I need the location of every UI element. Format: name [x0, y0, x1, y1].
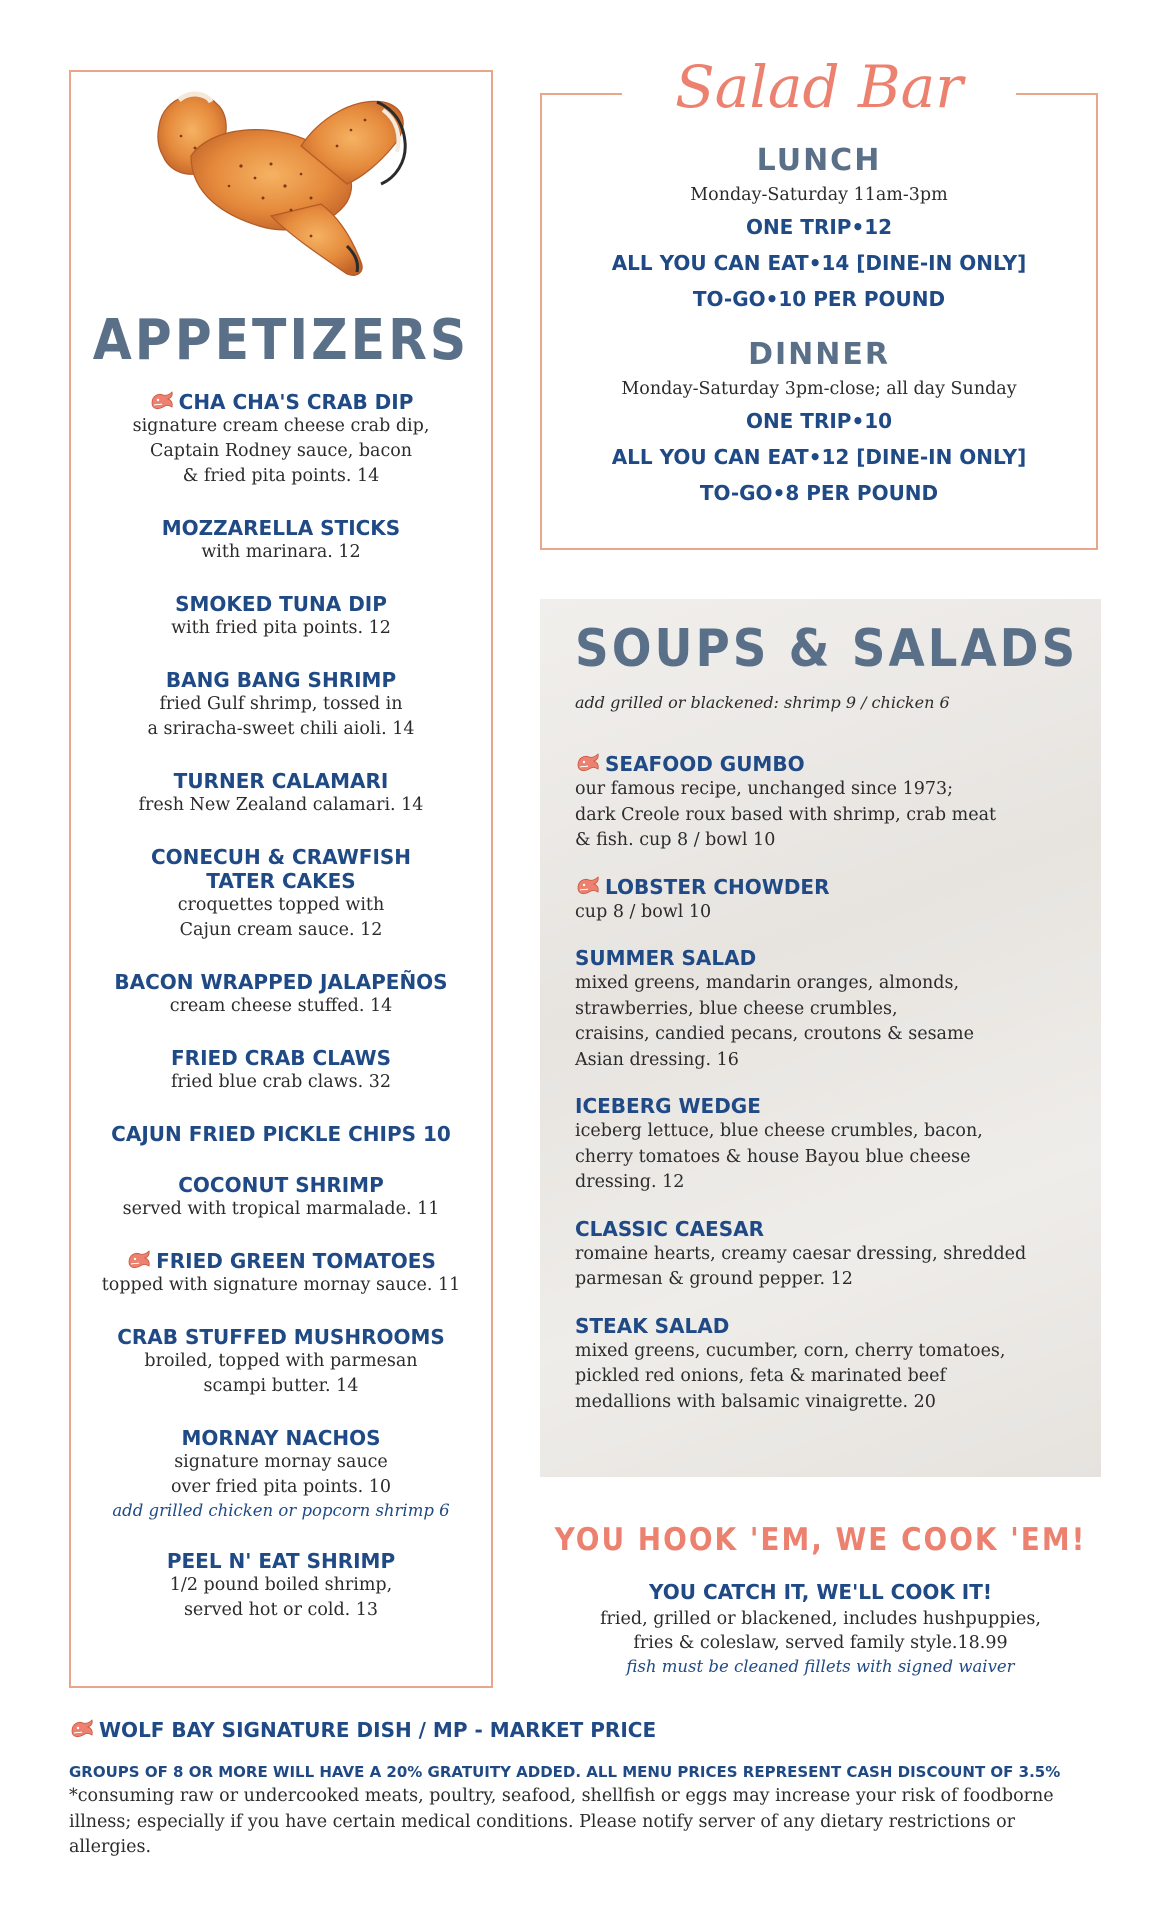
appetizer-description: broiled, topped with parmesan scampi butter. 14: [144, 1351, 418, 1396]
hook-em-title: YOU HOOK 'EM, WE COOK 'EM!: [554, 1522, 1087, 1558]
appetizer-item: [71, 592, 491, 641]
consumer-warning: *consuming raw or undercooked meats, poultry, seafood, shellfish or eggs may increase your risk of foodborne illness; especially if you have certain medical conditions. Please notify server of any dietary restrictions or allergies.: [69, 1786, 1054, 1857]
appetizer-name-text: CAJUN FRIED PICKLE CHIPS 10: [111, 1122, 451, 1146]
appetizer-description: croquettes topped with Cajun cream sauce. 12: [177, 895, 385, 940]
appetizer-name: [71, 1046, 491, 1070]
hook-em-description: fried, grilled or blackened, includes hushpuppies, fries & coleslaw, served family style.18.99: [600, 1609, 1041, 1653]
signature-dish-icon: [149, 391, 175, 411]
soup-salad-description: mixed greens, cucumber, corn, cherry tomatoes, pickled red onions, feta & marinated beef medallions with balsamic vinaigrette. 20: [575, 1340, 1006, 1412]
appetizer-name: [71, 592, 491, 616]
soup-salad-description: iceberg lettuce, blue cheese crumbles, bacon, cherry tomatoes & house Bayou blue cheese dressing. 12: [575, 1121, 983, 1192]
appetizer-description: topped with signature mornay sauce. 11: [101, 1275, 461, 1295]
appetizer-description: fried Gulf shrimp, tossed in a sriracha-sweet chili aioli. 14: [147, 694, 415, 739]
appetizer-description: signature mornay sauce over fried pita points. 10: [170, 1452, 392, 1497]
soup-salad-name: [575, 874, 1085, 900]
appetizer-name: [71, 970, 491, 994]
appetizer-addon-note: add grilled chicken or popcorn shrimp 6: [112, 1501, 450, 1520]
appetizer-name-text: PEEL N' EAT SHRIMP: [166, 1549, 396, 1573]
soups-salads-panel: [540, 599, 1101, 1477]
lunch-hours: Monday-Saturday 11am-3pm: [690, 185, 948, 205]
appetizer-name-text: CHA CHA'S CRAB DIP: [178, 390, 414, 414]
soups-salads-addon-note: add grilled or blackened: shrimp 9 / chicken 6: [575, 693, 950, 712]
appetizer-description: fresh New Zealand calamari. 14: [138, 795, 424, 815]
hook-em-note: fish must be cleaned fillets with signed waiver: [626, 1657, 1015, 1676]
gratuity-note: GROUPS OF 8 OR MORE WILL HAVE A 20% GRATUITY ADDED. ALL MENU PRICES REPRESENT CASH DISCOUNT OF 3.5%: [69, 1763, 1061, 1781]
signature-dish-icon: [575, 753, 601, 773]
appetizer-item: [71, 1173, 491, 1222]
appetizer-item: [71, 845, 491, 943]
appetizer-list: [71, 390, 491, 1650]
soup-salad-name-text: LOBSTER CHOWDER: [605, 874, 830, 899]
soup-salad-description: mixed greens, mandarin oranges, almonds, strawberries, blue cheese crumbles, craisins, candied pecans, croutons & sesame Asian dressing. 16: [575, 973, 974, 1070]
appetizer-description: cream cheese stuffed. 14: [169, 996, 393, 1016]
appetizer-item: [71, 1122, 491, 1146]
hook-em-subtitle: YOU CATCH IT, WE'LL COOK IT!: [648, 1580, 993, 1604]
soup-salad-name: [575, 945, 1085, 971]
appetizer-name: [71, 1426, 491, 1450]
appetizer-name: [71, 769, 491, 793]
appetizer-name: [71, 1325, 491, 1349]
appetizer-name: [71, 1173, 491, 1197]
appetizer-description: signature cream cheese crab dip, Captain Rodney sauce, bacon & fried pita points. 14: [132, 416, 430, 486]
appetizer-name: [71, 668, 491, 692]
soup-salad-item: [575, 945, 1085, 1073]
appetizer-item: [71, 516, 491, 565]
dinner-heading: DINNER: [748, 337, 890, 372]
appetizer-item: [71, 668, 491, 742]
soup-salad-name-text: CLASSIC CAESAR: [575, 1216, 764, 1241]
appetizer-description: with marinara. 12: [201, 542, 361, 562]
dinner-price-to-go: TO-GO•8 PER POUND: [699, 481, 939, 505]
appetizer-name: [71, 390, 491, 414]
soup-salad-description: romaine hearts, creamy caesar dressing, shredded parmesan & ground pepper. 12: [575, 1243, 1027, 1289]
appetizer-name-text: MORNAY NACHOS: [181, 1426, 381, 1450]
soup-salad-description: cup 8 / bowl 10: [575, 901, 712, 922]
appetizer-description: fried blue crab claws. 32: [170, 1072, 392, 1092]
dinner-price-all-you-can-eat: ALL YOU CAN EAT•12 [DINE-IN ONLY]: [611, 445, 1027, 469]
salad-bar-title: Salad Bar: [675, 53, 963, 121]
soup-salad-name: [575, 1313, 1085, 1339]
soup-salad-item: [575, 1216, 1085, 1293]
appetizer-name-text: CONECUH & CRAWFISH TATER CAKES: [150, 845, 412, 893]
crab-claw-illustration: [151, 86, 427, 278]
appetizer-item: [71, 1549, 491, 1623]
appetizer-item: [71, 970, 491, 1019]
soup-salad-name: [575, 1093, 1085, 1119]
appetizer-name: [71, 845, 491, 893]
appetizer-name-text: TURNER CALAMARI: [173, 769, 389, 793]
appetizer-name-text: MOZZARELLA STICKS: [161, 516, 401, 540]
soup-salad-name-text: SEAFOOD GUMBO: [605, 752, 805, 776]
soups-salads-title: SOUPS & SALADS: [575, 619, 1079, 679]
appetizers-title: APPETIZERS: [92, 308, 470, 373]
soup-salad-item: [575, 751, 1085, 854]
signature-legend-text: WOLF BAY SIGNATURE DISH / MP - MARKET PRICE: [99, 1718, 657, 1742]
appetizer-item: [71, 1325, 491, 1399]
appetizer-description: served with tropical marmalade. 11: [122, 1199, 440, 1219]
salad-bar-panel: [540, 53, 1098, 550]
soup-salad-item: [575, 1313, 1085, 1416]
lunch-heading: LUNCH: [756, 143, 882, 178]
soup-salad-name: [575, 1216, 1085, 1242]
soup-salad-name-text: ICEBERG WEDGE: [575, 1094, 761, 1118]
appetizer-name-text: FRIED GREEN TOMATOES: [156, 1249, 436, 1273]
soup-salad-name: [575, 751, 1085, 777]
lunch-price-one-trip: ONE TRIP•12: [745, 215, 893, 239]
appetizer-name-text: SMOKED TUNA DIP: [175, 592, 387, 616]
signature-dish-icon: [126, 1250, 152, 1270]
appetizer-name-text: COCONUT SHRIMP: [178, 1173, 384, 1197]
appetizer-name-text: CRAB STUFFED MUSHROOMS: [117, 1325, 445, 1349]
appetizer-item: [71, 769, 491, 818]
lunch-price-all-you-can-eat: ALL YOU CAN EAT•14 [DINE-IN ONLY]: [611, 251, 1027, 275]
appetizer-item: [71, 1046, 491, 1095]
appetizer-item: [71, 1426, 491, 1522]
lunch-price-to-go: TO-GO•10 PER POUND: [692, 287, 946, 311]
appetizer-name: [71, 1549, 491, 1573]
appetizer-description: with fried pita points. 12: [171, 618, 391, 638]
soup-salad-item: [575, 1093, 1085, 1196]
soup-salad-name-text: STEAK SALAD: [575, 1313, 730, 1338]
appetizer-name: [71, 1122, 491, 1146]
signature-dish-icon: [69, 1719, 95, 1739]
appetizer-name-text: BANG BANG SHRIMP: [165, 668, 397, 692]
signature-legend: [69, 1718, 656, 1742]
soups-salads-list: [575, 751, 1085, 1435]
appetizers-panel: [69, 70, 493, 1688]
soup-salad-item: [575, 874, 1085, 926]
dinner-hours: Monday-Saturday 3pm-close; all day Sunday: [621, 379, 1017, 399]
soup-salad-description: our famous recipe, unchanged since 1973; dark Creole roux based with shrimp, crab meat & fish. cup 8 / bowl 10: [575, 779, 997, 850]
soup-salad-name-text: SUMMER SALAD: [575, 946, 757, 970]
appetizer-name: [71, 516, 491, 540]
appetizer-name-text: FRIED CRAB CLAWS: [171, 1046, 391, 1070]
dinner-price-one-trip: ONE TRIP•10: [745, 409, 893, 433]
appetizer-description: 1/2 pound boiled shrimp, served hot or cold. 13: [169, 1575, 393, 1620]
signature-dish-icon: [575, 876, 601, 896]
appetizer-name: [71, 1249, 491, 1273]
appetizer-item: [71, 1249, 491, 1298]
appetizer-item: [71, 390, 491, 489]
appetizer-name-text: BACON WRAPPED JALAPEÑOS: [114, 970, 448, 994]
